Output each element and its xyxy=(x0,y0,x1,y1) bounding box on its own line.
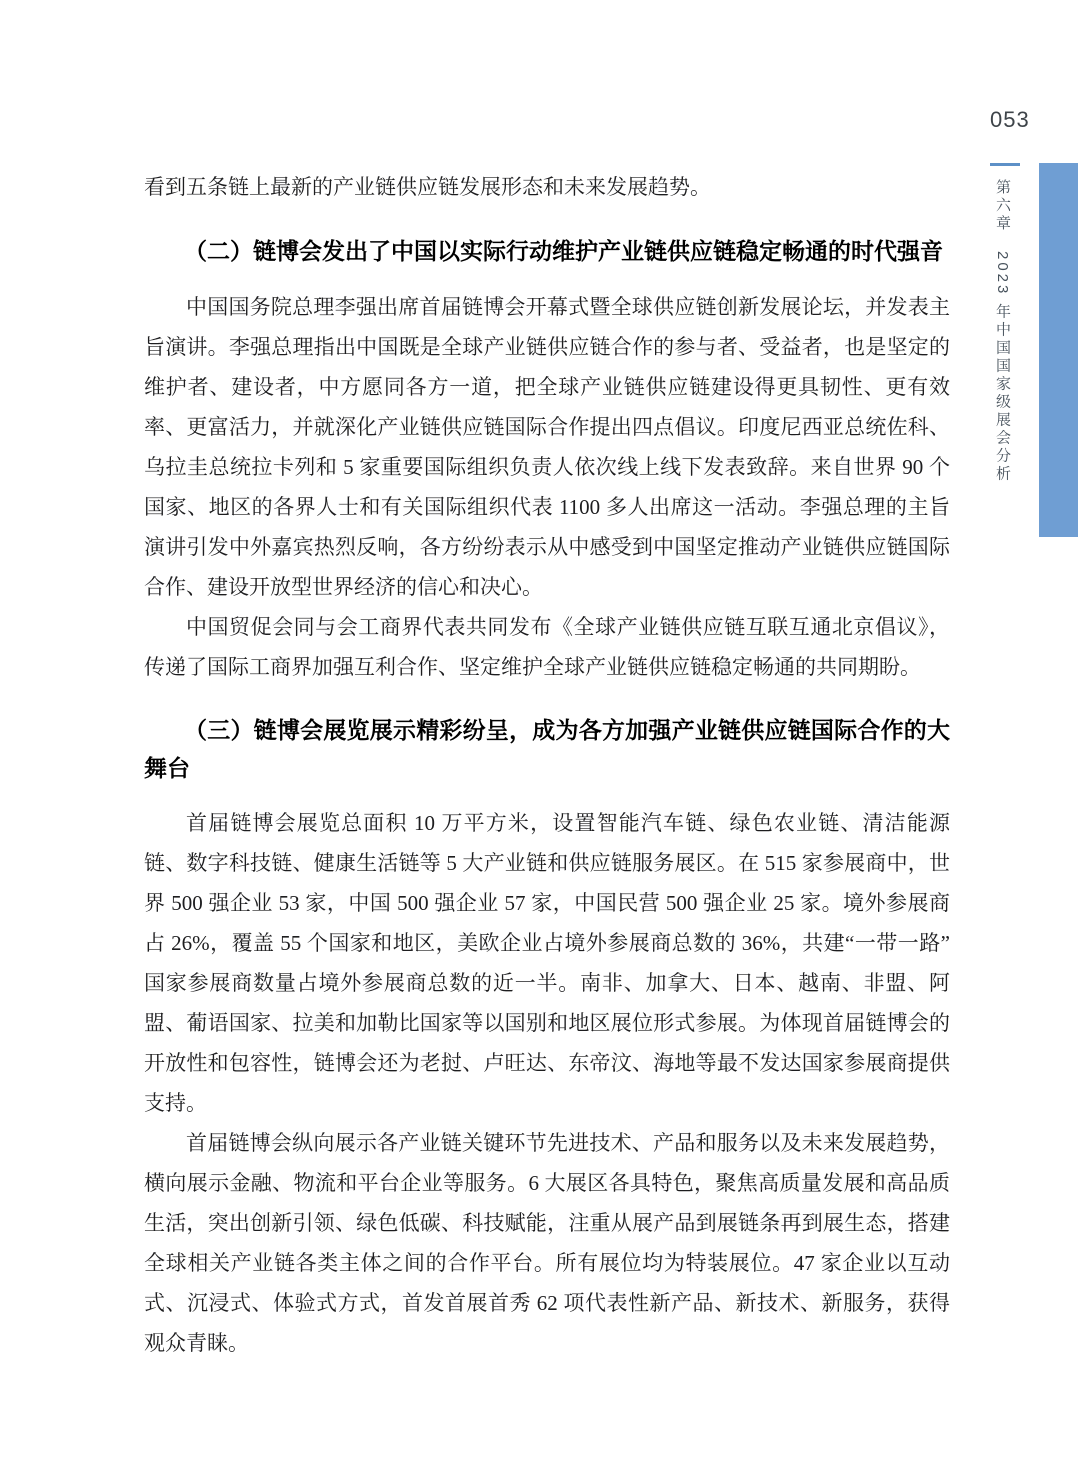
section-heading-3: （三）链博会展览展示精彩纷呈，成为各方加强产业链供应链国际合作的大舞台 xyxy=(144,717,950,781)
paragraph-exhibition-features: 首届链博会纵向展示各产业链关键环节先进技术、产品和服务以及未来发展趋势，横向展示金融、物流和平台企业等服务。6 大展区各具特色，聚焦高质量发展和高品质生活，突出创新引领、绿色低碳、科技赋能，注重从展产品到展链条再到展生态，搭建全球相关产业链各类主体之间的合作平台。所有展位均为特装展位。47 家企业以互动式、沉浸式、体验式方式，首发首展首秀 62 项代表性新产品、新技术、新服务，获得观众青睐。 xyxy=(144,1131,950,1355)
paragraph-exhibition-overview: 首届链博会展览总面积 10 万平方米，设置智能汽车链、绿色农业链、清洁能源链、数字科技链、健康生活链等 5 大产业链和供应链服务展区。在 515 家参展商中，世界 500 强企业 53 家，中国 500 强企业 57 家，中国民营 500 强企业 25 家。境外参展商占 26%，覆盖 55 个国家和地区，美欧企业占境外参展商总数的 36%，共建“一带一路”国家参展商数量占境外参展商总数的近一半。南非、加拿大、日本、越南、非盟、阿盟、葡语国家、拉美和加勒比国家等以国别和地区展位形式参展。为体现首届链博会的开放性和包容性，链博会还为老挝、卢旺达、东帝汶、海地等最不发达国家参展商提供支持。 xyxy=(144,811,950,1115)
body-content xyxy=(144,167,950,1363)
paragraph-beijing-initiative: 中国贸促会同与会工商界代表共同发布《全球产业链供应链互联互通北京倡议》，传递了国际工商界加强互利合作、坚定维护全球产业链供应链稳定畅通的共同期盼。 xyxy=(144,615,950,679)
chapter-sidebar-label: 第六章 2023 年中国国家级展会分析 xyxy=(994,179,1011,484)
continuation-paragraph: 看到五条链上最新的产业链供应链发展形态和未来发展趋势。 xyxy=(144,175,711,199)
header-accent-line xyxy=(990,163,1020,166)
paragraph-keynote: 中国国务院总理李强出席首届链博会开幕式暨全球供应链创新发展论坛，并发表主旨演讲。李强总理指出中国既是全球产业链供应链合作的参与者、受益者，也是坚定的维护者、建设者，中方愿同各方一道，把全球产业链供应链建设得更具韧性、更有效率、更富活力，并就深化产业链供应链国际合作提出四点倡议。印度尼西亚总统佐科、乌拉圭总统拉卡列和 5 家重要国际组织负责人依次线上线下发表致辞。来自世界 90 个国家、地区的各界人士和有关国际组织代表 1100 多人出席这一活动。李强总理的主旨演讲引发中外嘉宾热烈反响，各方纷纷表示从中感受到中国坚定推动产业链供应链国际合作、建设开放型世界经济的信心和决心。 xyxy=(144,295,950,599)
page-number: 053 xyxy=(990,107,1030,132)
section-heading-2: （二）链博会发出了中国以实际行动维护产业链供应链稳定畅通的时代强音 xyxy=(184,238,943,264)
sidebar-accent-bar xyxy=(1039,163,1078,537)
